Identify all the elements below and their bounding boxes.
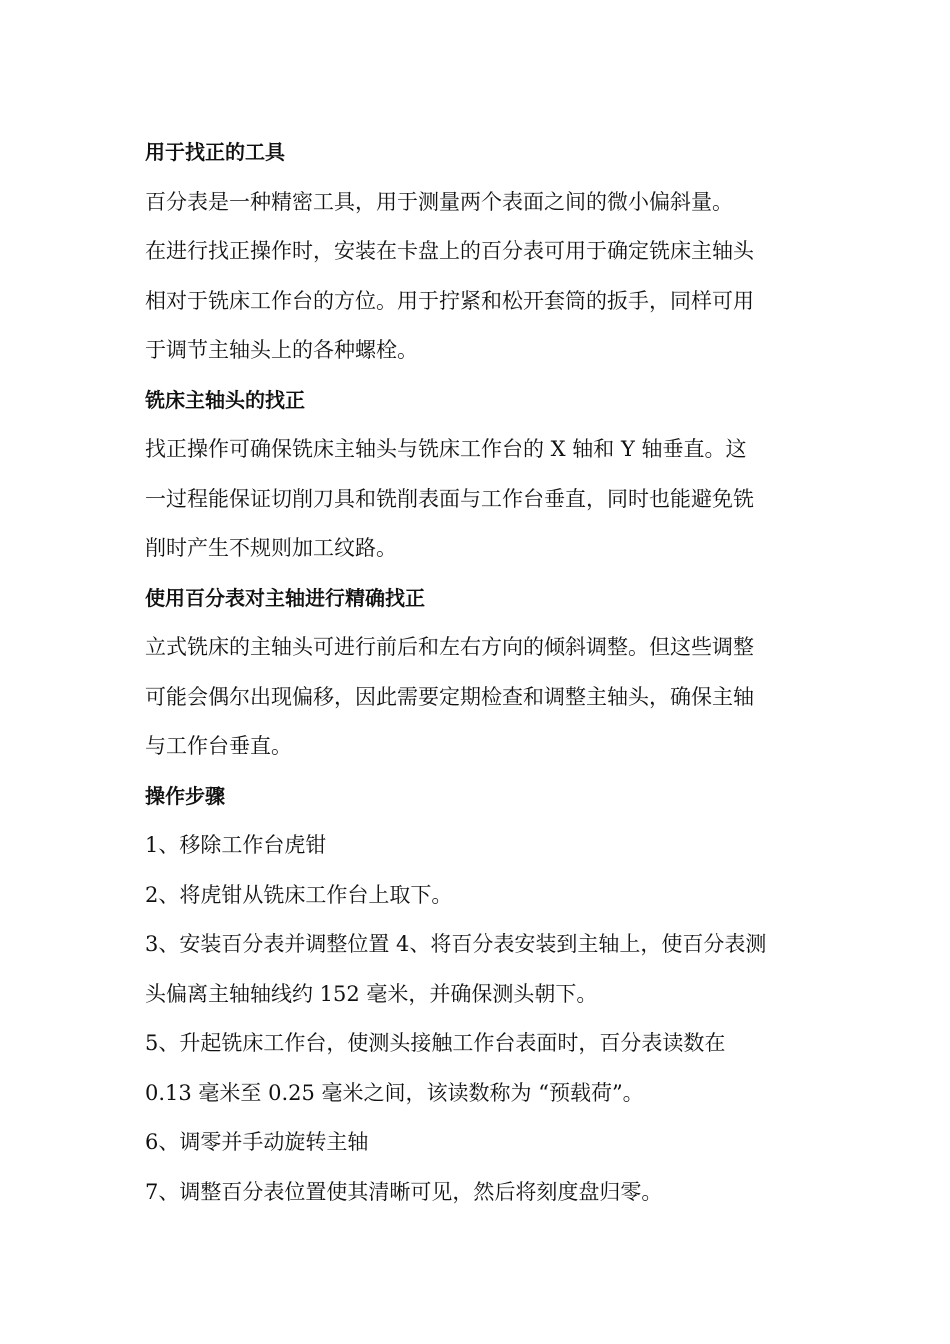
body-text-line: 立式铣床的主轴头可进行前后和左右方向的倾斜调整。但这些调整: [145, 635, 754, 659]
body-text-line: 2、将虎钳从铣床工作台上取下。: [145, 882, 453, 907]
body-text-line: 1、移除工作台虎钳: [145, 833, 327, 857]
body-text-line: 3、安装百分表并调整位置 4、将百分表安装到主轴上，使百分表测: [145, 932, 767, 956]
body-text-line: 7、调整百分表位置使其清晰可见，然后将刻度盘归零。: [145, 1179, 663, 1204]
body-text-line: 0.13 毫米至 0.25 毫米之间，该读数称为 “预载荷”。: [145, 1080, 644, 1105]
body-text-line: 5、升起铣床工作台，使测头接触工作台表面时，百分表读数在: [145, 1031, 726, 1055]
body-text-line: 6、调零并手动旋转主轴: [145, 1130, 369, 1154]
body-text-line: 一过程能保证切削刀具和铣削表面与工作台垂直，同时也能避免铣: [145, 486, 754, 511]
section-heading: 操作步骤: [145, 783, 225, 808]
document-page: [145, 128, 805, 1217]
section-heading: 铣床主轴头的找正: [145, 387, 305, 412]
body-text-line: 于调节主轴头上的各种螺栓。: [145, 338, 418, 362]
body-text-line: 百分表是一种精密工具，用于测量两个表面之间的微小偏斜量。: [145, 189, 733, 214]
body-text-line: 与工作台垂直。: [145, 734, 292, 758]
body-text-line: 可能会偶尔出现偏移，因此需要定期检查和调整主轴头，确保主轴: [145, 684, 754, 709]
body-text-line: 头偏离主轴轴线约 152 毫米，并确保测头朝下。: [145, 981, 598, 1006]
body-text-line: 找正操作可确保铣床主轴头与铣床工作台的 X 轴和 Y 轴垂直。这: [145, 437, 747, 461]
section-heading: 使用百分表对主轴进行精确找正: [145, 585, 425, 610]
body-text-line: 削时产生不规则加工纹路。: [145, 536, 397, 560]
body-text-line: 相对于铣床工作台的方位。用于拧紧和松开套筒的扳手，同样可用: [145, 288, 754, 313]
body-text-line: 在进行找正操作时，安装在卡盘上的百分表可用于确定铣床主轴头: [145, 239, 754, 263]
section-heading: 用于找正的工具: [145, 140, 285, 164]
